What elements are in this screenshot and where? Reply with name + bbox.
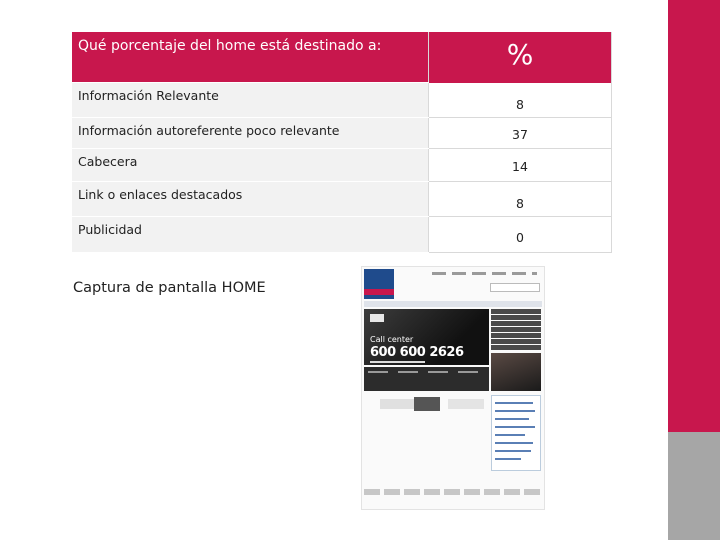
top-links (432, 272, 537, 275)
percentage-table (72, 32, 612, 253)
row-value: 8 (516, 196, 524, 211)
banner-ad (414, 397, 440, 411)
row-value: 8 (516, 96, 524, 112)
call-center-number: 600 600 2626 (370, 345, 464, 360)
gray-side-bar (668, 432, 720, 540)
header-label: Qué porcentaje del home está destinado a: (72, 32, 429, 83)
row-label: Publicidad (78, 222, 142, 237)
row-label: Información autoreferente poco relevante (78, 123, 340, 138)
search-box (490, 283, 540, 292)
table-row (72, 149, 612, 182)
row-value: 14 (512, 159, 528, 174)
table-row (72, 217, 612, 253)
header-percent: % (429, 32, 612, 83)
row-label: Información Relevante (78, 88, 219, 103)
table-row (72, 83, 612, 118)
side-menu (491, 309, 541, 351)
table-row (72, 118, 612, 149)
twitter-widget (491, 395, 541, 471)
banner-ad (448, 399, 484, 409)
row-label: Cabecera (78, 154, 138, 169)
row-label: Link o enlaces destacados (78, 187, 243, 202)
hero-title-block (370, 314, 384, 322)
table-header-row (72, 32, 612, 83)
logo-stripe (364, 289, 394, 295)
side-photo (491, 353, 541, 391)
row-value: 0 (516, 230, 524, 245)
news-band (364, 367, 489, 391)
homepage-screenshot-thumbnail (361, 266, 545, 510)
banner-ad (380, 399, 416, 409)
footer-links (364, 489, 542, 495)
row-value: 37 (512, 127, 528, 142)
hero-banner (364, 309, 489, 365)
hero-subtitle-line (370, 361, 425, 363)
call-center-label: Call center (370, 335, 414, 344)
table-row (72, 182, 612, 217)
nav-menu (364, 301, 542, 307)
screenshot-caption: Captura de pantalla HOME (73, 280, 266, 296)
accent-side-bar (668, 0, 720, 432)
